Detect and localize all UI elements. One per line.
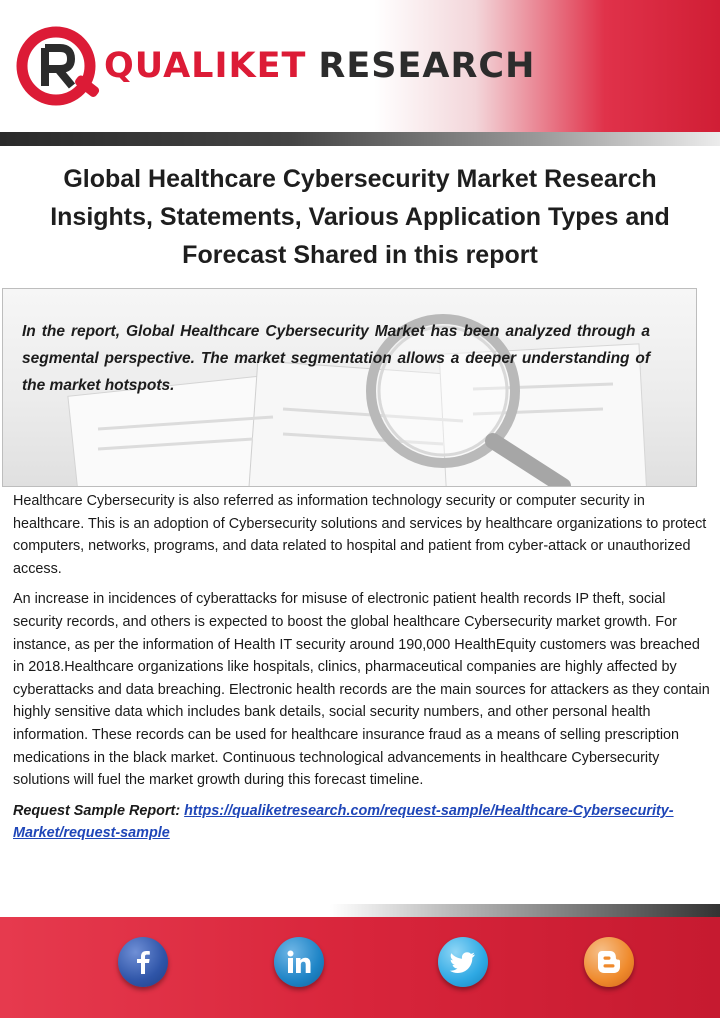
header-divider [0,132,720,146]
blogger-button[interactable] [584,937,634,987]
brand-word-2: RESEARCH [318,45,536,86]
page-title: Global Healthcare Cybersecurity Market Research Insights, Statements, Various Application Types and Forecast Shared in this report [50,165,670,269]
q-r-monogram-icon [14,24,106,108]
request-sample-line [13,800,710,845]
footer-divider [330,904,720,917]
twitter-button[interactable] [438,937,488,987]
facebook-button[interactable] [118,937,168,987]
header-banner [0,0,720,132]
linkedin-icon [285,948,313,976]
hero-summary: In the report, Global Healthcare Cybersecurity Market has been analyzed through a segmental perspective. The market segmentation allows a deeper understanding of the market hotspots. [22,323,650,394]
hero-panel [2,288,697,487]
body-paragraph-2: An increase in incidences of cyberattacks for misuse of electronic patient health records IP theft, social security records, and others is expected to boost the global healthcare Cybersecurity market growth. For instance, as per the information of Health IT security around 190,000 HealthEquity customers was breached in 2018.Healthcare organizations like hospitals, clinics, pharmaceutical companies are highly affected by cyberattacks and data breaching. Electronic health records are the main sources for attackers as they contain highly sensitive data which includes bank details, social security numbers, and other personal health information. These records can be used for healthcare insurance fraud as a means of selling prescription medications in the black market. Continuous technological advancements in healthcare Cybersecurity solutions will fuel the market growth during this forecast timeline. [13,591,710,789]
twitter-icon [449,948,477,976]
facebook-icon [130,949,156,975]
request-sample-label: Request Sample Report: [13,802,181,819]
body-paragraph-1: Healthcare Cybersecurity is also referred as information technology security or computer security in healthcare. This is an adoption of Cybersecurity solutions and services by healthcare organizations to protect computers, networks, programs, and data related to hospital and patient from cyber-attack or unauthorized access. [13,493,707,577]
request-sample-link[interactable]: https://qualiketresearch.com/request-sample/Healthcare-Cybersecurity-Market/request-sample [13,802,674,842]
blogger-icon [596,949,622,975]
article-body [13,490,710,853]
linkedin-button[interactable] [274,937,324,987]
brand-word-1: QUALIKET [104,45,307,86]
brand-name[interactable] [104,44,535,88]
